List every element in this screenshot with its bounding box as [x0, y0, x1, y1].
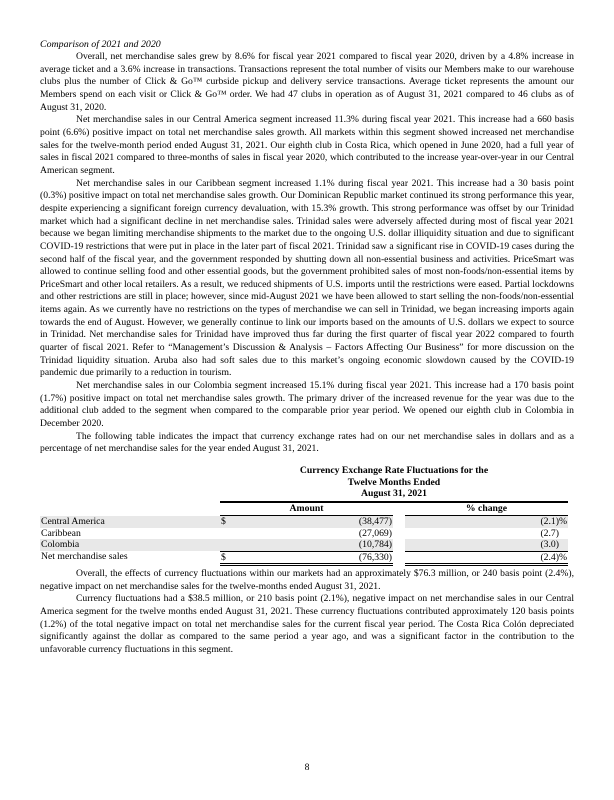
table-header-row	[40, 503, 574, 516]
currency-symbol: $	[221, 551, 226, 563]
paragraph-caribbean: Net merchandise sales in our Caribbean segment increased 1.1% during fiscal year 2021. This increase had a 30 basis point (0.3%) positive impact on total net merchandise sales growth. Our Dominican Republic market continued its strong performance this year, despite experiencing a significant foreign currency devaluation, with 15.3% growth. This strong performance was offset by our Trinidad market which had a significant decline in net merchandise sales. Trinidad sales were adversely affected during most of fiscal year 2021 because we began limiting merchandise shipments to the market due to the ongoing U.S. dollar illiquidity situation and due to significant COVID-19 restrictions that were put in place in the later part of fiscal 2021. Trinidad saw a significant rise in COVID-19 cases during the second half of the fiscal year, and the government responded by shutting down all non-essential business and activities. PriceSmart was allowed to continue selling food and other essential goods, but the government prohibited sales of most non-foods/non-essential items by PriceSmart and other local retailers. As a result, we reduced shipments of U.S. imports until the restrictions were eased. Partial lockdowns and other restrictions are still in place; however, since mid-August 2021 we have been allowed to start selling the non-foods/non-essential items again. As we currently have no restrictions on the types of merchandise we can sell in Trinidad, we began increasing imports again towards the end of August. However, we generally continue to link our imports based on the amounts of U.S. dollars we expect to source in Trinidad. Net merchandise sales for Trinidad have improved thus far during the first quarter of fiscal year 2022 compared to fourth quarter of fiscal 2021. Refer to “Management’s Discussion & Analysis – Factors Affecting Our Business” for more discussion on the Trinidad liquidity situation. Aruba also had soft sales due to this market’s ongoing economic slowdown caused by the COVID-19 pandemic due primarily to a reduction in tourism.	[40, 177, 574, 379]
paragraph-colombia: Net merchandise sales in our Colombia segment increased 15.1% during fiscal year 2021. This increase had a 170 basis point (1.7%) positive impact on total net merchandise sales growth. The primary driver of the increased revenue for the year was due to the additional club added to the segment when compared to the comparable prior year period. We opened our eighth club in Colombia in December 2020.	[40, 380, 574, 430]
pct-value: (2.1)	[540, 516, 559, 528]
amount-cell	[220, 539, 393, 550]
paragraph-central-america: Net merchandise sales in our Central America segment increased 11.3% during fiscal year 2021. This increase had a 660 basis point (6.6%) positive impact on total net merchandise sales growth. All markets within this segment showed increased net merchandise sales for the twelve-month period ended August 31, 2021. Our eighth club in Costa Rica, which opened in June 2020, had a full year of sales in fiscal 2021 compared to three-months of sales in fiscal year 2020, which contributed to the increase year-over-year in our Central American segment.	[40, 114, 574, 176]
column-header-pct-change: % change	[405, 503, 568, 516]
table-title-line-1: Currency Exchange Rate Fluctuations for the	[299, 465, 489, 476]
table-title-line-2: Twelve Months Ended	[347, 476, 441, 488]
table-row-net-merchandise-sales	[40, 551, 574, 562]
pct-value: (2.7)	[540, 527, 559, 539]
amount-value: (10,784)	[358, 539, 392, 551]
cell-gap	[393, 528, 405, 539]
page-number: 8	[304, 762, 310, 773]
currency-symbol: $	[221, 516, 226, 528]
cell-gap	[393, 516, 405, 527]
column-header-amount: Amount	[220, 503, 393, 516]
paragraph-table-intro: The following table indicates the impact that currency exchange rates had on our net merchandise sales in dollars and as a percentage of net merchandise sales for the year ended August 31, 2021.	[40, 430, 574, 455]
pct-suffix	[559, 528, 568, 539]
cell-gap	[393, 551, 405, 562]
amount-cell	[220, 516, 393, 527]
pct-value: (2.4)	[540, 551, 559, 563]
pct-cell	[405, 528, 568, 539]
table-row-caribbean	[40, 528, 574, 539]
row-label: Colombia	[40, 539, 220, 550]
row-label: Central America	[40, 516, 220, 527]
pct-cell	[405, 516, 568, 527]
pct-suffix	[559, 539, 568, 550]
row-label: Caribbean	[41, 527, 81, 539]
pct-suffix: %	[559, 551, 568, 563]
table-row-central-america	[40, 516, 574, 527]
amount-cell	[220, 551, 393, 562]
paragraph-overall-currency-impact: Overall, the effects of currency fluctuations within our markets had an approximately $76.3 million, or 240 basis point (2.4%), negative impact on net merchandise sales for the twelve-months ended August 31, 2021.	[40, 568, 574, 592]
table-title-line-3: August 31, 2021	[361, 488, 427, 500]
paragraph-overall-sales: Overall, net merchandise sales grew by 8.6% for fiscal year 2021 compared to fiscal year 2020, driven by a 4.8% increase in average ticket and a 3.6% increase in transactions. Transactions represent the total number of visits our Members make to our warehouse clubs plus the number of Click & Go™ curbside pickup and delivery service transactions. Average ticket represents the amount our Members spend on each visit or Click & Go™ order. We had 47 clubs in operation as of August 31, 2021 compared to 46 clubs as of August 31, 2020.	[40, 51, 574, 113]
cell-gap	[393, 539, 405, 550]
table-row-colombia	[40, 539, 574, 550]
section-heading: Comparison of 2021 and 2020	[40, 39, 161, 50]
row-label: Net merchandise sales	[41, 550, 128, 562]
double-rule-pct	[405, 563, 568, 566]
pct-cell	[405, 539, 568, 550]
currency-fluctuations-table	[40, 465, 574, 568]
amount-value: (27,069)	[358, 527, 392, 539]
pct-cell	[405, 551, 568, 562]
pct-value: (3.0)	[540, 539, 559, 551]
amount-value: (76,330)	[358, 551, 392, 563]
amount-value: (38,477)	[358, 516, 392, 528]
pct-suffix: %	[559, 516, 568, 528]
double-rule-amount	[220, 563, 393, 566]
amount-cell	[220, 528, 393, 539]
paragraph-central-america-currency: Currency fluctuations had a $38.5 million, or 210 basis point (2.1%), negative impact on net merchandise sales in our Central America segment for the twelve months ended August 31, 2021. These currency fluctuations contributed approximately 120 basis points (1.2%) of the total negative impact on total net merchandise sales for the current fiscal year period. The Costa Rica Colón depreciated significantly against the dollar as compared to the same period a year ago, and was a significant factor in the contribution to the unfavorable currency fluctuations in this segment.	[40, 593, 574, 655]
text-column	[40, 0, 574, 657]
